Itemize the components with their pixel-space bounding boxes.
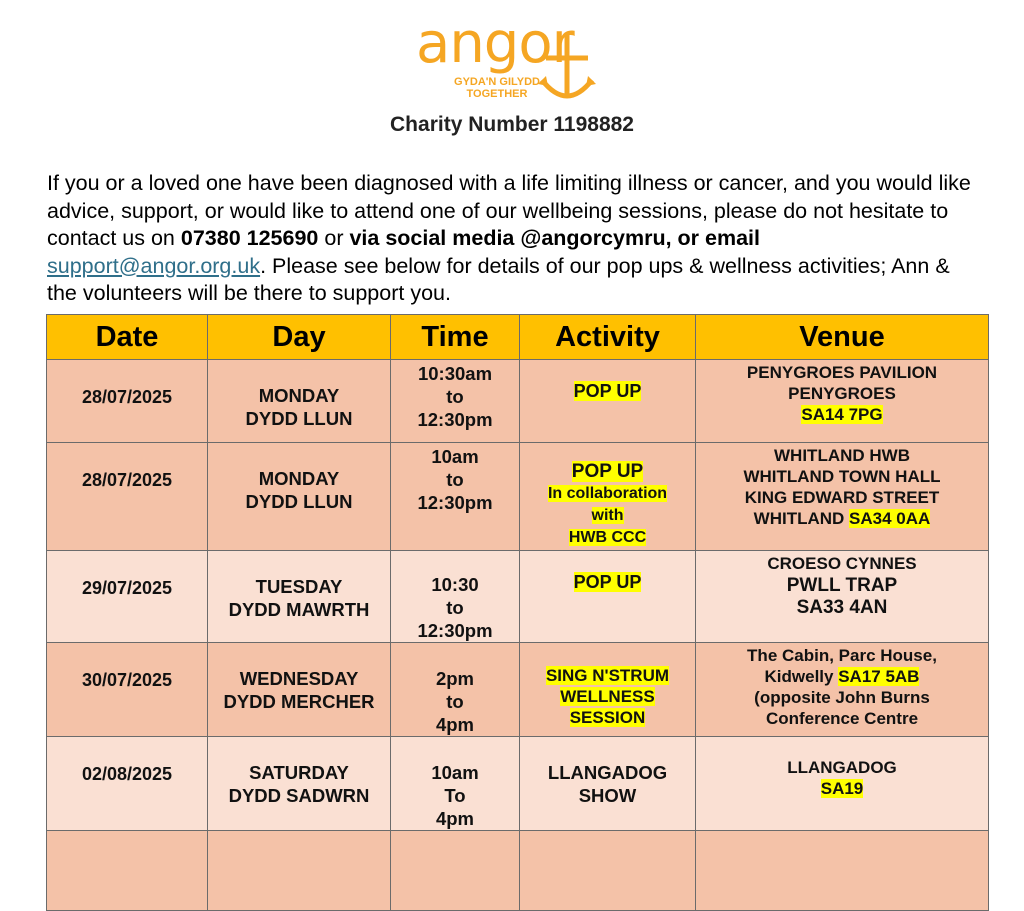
activity-cell: SING N'STRUM WELLNESS SESSION	[545, 666, 670, 727]
date-cell: 30/07/2025	[81, 670, 173, 690]
header-venue: Venue	[696, 315, 989, 360]
table-row-empty	[47, 831, 989, 911]
venue-cell: CROESO CYNNES PWLL TRAP SA33 4AN	[767, 554, 917, 618]
table-row	[47, 643, 989, 737]
time-cell: 10am To 4pm	[431, 762, 479, 829]
angor-logo	[410, 11, 610, 110]
day-cell: TUESDAY DYDD MAWRTH	[228, 576, 370, 620]
day-cell: MONDAY DYDD LLUN	[245, 385, 353, 429]
day-cell: SATURDAY DYDD SADWRN	[228, 762, 370, 806]
venue-cell: PENYGROES PAVILION PENYGROES SA14 7PG	[746, 363, 938, 424]
header-date: Date	[47, 315, 208, 360]
activity-cell: POP UP In collaboration with HWB CCC	[547, 461, 668, 546]
date-cell: 02/08/2025	[81, 764, 173, 784]
time-cell: 2pm to 4pm	[435, 668, 475, 735]
charity-number: Charity Number 1198882	[390, 113, 634, 136]
table-row	[47, 443, 989, 551]
email-link[interactable]: support@angor.org.uk	[47, 253, 261, 278]
phone-number: 07380 125690	[180, 226, 319, 250]
table-row	[47, 551, 989, 643]
intro-paragraph: If you or a loved one have been diagnosed with a life limiting illness or cancer, and you would like advice, support, or would like to attend one of our wellbeing sessions, please do not hesitate to contact us on 07380 125690 or via social media @angorcymru, or email support@angor.org.uk. Please see below for details of our pop ups & wellness activities; Ann & the volunteers will be there to support you.	[47, 171, 971, 305]
date-cell: 28/07/2025	[81, 387, 173, 407]
venue-cell: LLANGADOG SA19	[787, 758, 897, 798]
header-day: Day	[208, 315, 391, 360]
date-cell: 29/07/2025	[81, 578, 173, 598]
activity-cell: LLANGADOG SHOW	[547, 762, 668, 806]
logo-tagline: GYDA'N GILYDD TOGETHER	[454, 76, 540, 100]
header-activity: Activity	[520, 315, 696, 360]
day-cell: WEDNESDAY DYDD MERCHER	[223, 668, 375, 712]
schedule-table	[46, 314, 989, 911]
social-media: via social media @angorcymru, or email	[349, 226, 760, 250]
day-cell: MONDAY DYDD LLUN	[245, 468, 353, 512]
venue-cell: WHITLAND HWB WHITLAND TOWN HALL KING EDWARD STREET WHITLAND SA34 0AA	[743, 446, 941, 528]
time-cell: 10am to 12:30pm	[417, 446, 493, 513]
table-header-row	[47, 315, 989, 360]
header-time: Time	[391, 315, 520, 360]
table-row	[47, 360, 989, 443]
table-row	[47, 737, 989, 831]
activity-cell: POP UP	[573, 381, 642, 401]
venue-cell: The Cabin, Parc House, Kidwelly SA17 5AB (opposite John Burns Conference Centre	[747, 646, 937, 728]
date-cell: 28/07/2025	[81, 470, 173, 490]
time-cell: 10:30am to 12:30pm	[417, 363, 493, 430]
logo-wordmark: angor	[416, 11, 574, 76]
time-cell: 10:30 to 12:30pm	[417, 574, 493, 641]
activity-cell: POP UP	[573, 572, 642, 592]
